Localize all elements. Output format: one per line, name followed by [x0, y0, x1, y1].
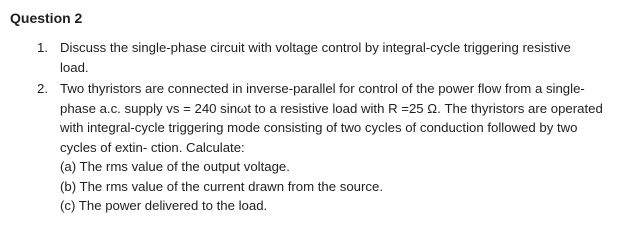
question-number: 1.: [37, 40, 48, 55]
question-number: 2.: [37, 81, 48, 96]
question-text-line: Two thyristors are connected in inverse-parallel for control of the power flow from a single-: [60, 81, 585, 96]
question-heading: Question 2: [10, 10, 83, 26]
sub-question-b: (b) The rms value of the current drawn from the source.: [60, 178, 383, 194]
question-item-2: [0, 79, 623, 216]
question-text-line: Discuss the single-phase circuit with voltage control by integral-cycle triggering resistive: [60, 40, 571, 55]
question-list: [0, 38, 623, 218]
question-text-line: cycles of extin- ction. Calculate:: [60, 139, 245, 155]
sub-question-c: (c) The power delivered to the load.: [60, 198, 268, 213]
question-text-line: load.: [60, 59, 89, 75]
question-text-line: with integral-cycle triggering mode consisting of two cycles of conduction followed by two: [60, 120, 578, 135]
sub-question-a: (a) The rms value of the output voltage.: [60, 159, 290, 174]
question-text-line: phase a.c. supply vs = 240 sinωt to a resistive load with R =25 Ω. The thyristors are operated: [60, 100, 603, 116]
question-item-1: [0, 38, 623, 77]
